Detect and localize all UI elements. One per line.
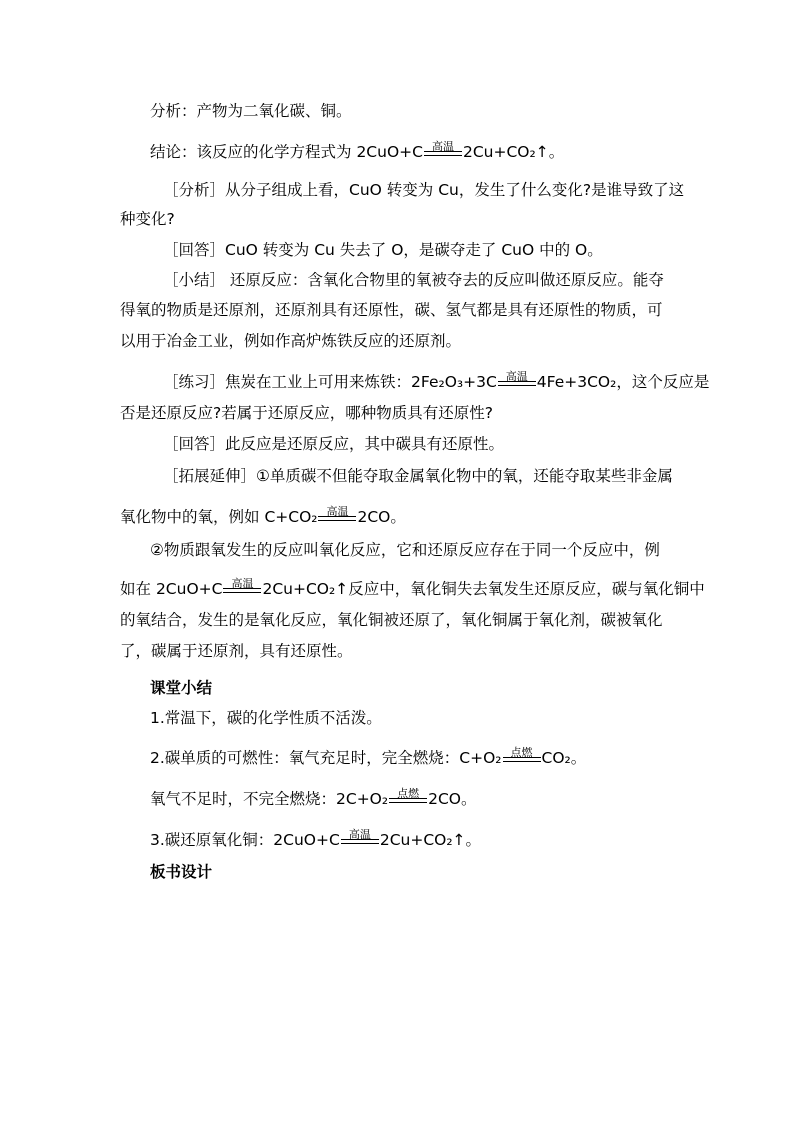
section-heading-board-design bbox=[150, 862, 212, 882]
paragraph-question bbox=[163, 180, 684, 200]
heading-text: 课堂小结 bbox=[150, 679, 213, 697]
paragraph-extension bbox=[163, 466, 673, 486]
text: ［分析］从分子组成上看，CuO 转变为 Cu，发生了什么变化?是谁导致了这 bbox=[163, 181, 685, 199]
equation bbox=[459, 748, 586, 768]
paragraph-exercise-cont bbox=[120, 403, 493, 423]
text: 以用于冶金工业，例如作高炉炼铁反应的还原剂。 bbox=[120, 332, 462, 350]
paragraph-analysis bbox=[150, 101, 352, 121]
text: 氧气不足时，不完全燃烧： bbox=[150, 790, 337, 808]
summary-item-2 bbox=[150, 748, 586, 768]
eq-right: 2Cu+CO₂↑ bbox=[262, 580, 349, 598]
reaction-condition bbox=[424, 140, 462, 156]
eq-left: C+O₂ bbox=[459, 749, 502, 767]
text: 1.常温下，碳的化学性质不活泼。 bbox=[150, 709, 382, 727]
text: 种变化? bbox=[120, 210, 175, 228]
equation bbox=[336, 789, 476, 809]
eq-left: C+CO₂ bbox=[264, 508, 318, 526]
text: ，这个反应是 bbox=[616, 373, 710, 391]
text: 否是还原反应?若属于还原反应，哪种物质具有还原性? bbox=[120, 404, 493, 422]
eq-left: 2CuO+C bbox=[273, 831, 340, 849]
eq-left: 2CuO+C bbox=[155, 580, 223, 598]
text: ［练习］焦炭在工业上可用来炼铁： bbox=[163, 373, 412, 391]
paragraph-summary bbox=[163, 270, 664, 290]
reaction-condition bbox=[498, 370, 536, 386]
paragraph-summary-cont2 bbox=[120, 331, 461, 351]
equation bbox=[356, 142, 564, 162]
paragraph-exercise bbox=[163, 372, 709, 392]
summary-item-2-cont bbox=[150, 789, 477, 809]
paragraph-conclusion bbox=[150, 142, 564, 162]
eq-right: 2Cu+CO₂↑。 bbox=[379, 831, 482, 849]
paragraph-oxidation-cont2 bbox=[120, 610, 663, 630]
text: ［回答］CuO 转变为 Cu 失去了 O，是碳夺走了 CuO 中的 O。 bbox=[163, 241, 603, 259]
eq-right: CO₂。 bbox=[541, 749, 587, 767]
condition-text: 点燃 bbox=[510, 746, 533, 759]
condition-text: 高温 bbox=[348, 828, 371, 841]
section-heading-class-summary bbox=[150, 678, 212, 698]
eq-left: 2CuO+C bbox=[356, 143, 423, 161]
paragraph-extension-cont bbox=[120, 507, 406, 527]
condition-text: 高温 bbox=[431, 140, 454, 153]
text: 结论：该反应的化学方程式为 bbox=[150, 143, 357, 161]
text: 2.碳单质的可燃性：氧气充足时，完全燃烧： bbox=[150, 749, 460, 767]
reaction-condition bbox=[223, 577, 261, 593]
text: 氧化物中的氧，例如 bbox=[120, 508, 265, 526]
equation bbox=[156, 579, 348, 599]
reaction-condition bbox=[389, 787, 427, 803]
equation bbox=[273, 830, 481, 850]
condition-text: 点燃 bbox=[397, 787, 420, 800]
text: 反应中，氧化铜失去氧发生还原反应，碳与氧化铜中 bbox=[348, 580, 705, 598]
paragraph-answer bbox=[163, 240, 603, 260]
summary-item-3 bbox=[150, 830, 481, 850]
paragraph-oxidation bbox=[150, 540, 660, 560]
eq-left: 2C+O₂ bbox=[336, 790, 389, 808]
condition-text: 高温 bbox=[326, 505, 349, 518]
condition-text: 高温 bbox=[231, 577, 254, 590]
paragraph-oxidation-cont1 bbox=[120, 579, 705, 599]
equation bbox=[411, 372, 616, 392]
text: 如在 bbox=[120, 580, 156, 598]
reaction-condition bbox=[318, 505, 356, 521]
equation bbox=[264, 507, 405, 527]
paragraph-summary-cont1 bbox=[120, 300, 663, 320]
text: ［拓展延伸］①单质碳不但能夺取金属氧化物中的氧，还能夺取某些非金属 bbox=[163, 467, 673, 485]
text: 分析：产物为二氧化碳、铜。 bbox=[150, 102, 352, 120]
text: 3.碳还原氧化铜： bbox=[150, 831, 274, 849]
paragraph-question-cont bbox=[120, 209, 175, 229]
heading-text: 板书设计 bbox=[150, 863, 213, 881]
reaction-condition bbox=[341, 828, 379, 844]
text: 的氧结合，发生的是氧化反应，氧化铜被还原了，氧化铜属于氧化剂，碳被氧化 bbox=[120, 611, 663, 629]
text: 得氧的物质是还原剂，还原剂具有还原性，碳、氢气都是具有还原性的物质，可 bbox=[120, 301, 663, 319]
eq-right: 2CO。 bbox=[428, 790, 477, 808]
eq-right: 2Cu+CO₂↑。 bbox=[462, 143, 565, 161]
text: ［回答］此反应是还原反应，其中碳具有还原性。 bbox=[163, 435, 505, 453]
paragraph-exercise-answer bbox=[163, 434, 504, 454]
reaction-condition bbox=[503, 746, 541, 762]
text: ［小结］ 还原反应：含氧化合物里的氧被夺去的反应叫做还原反应。能夺 bbox=[163, 271, 664, 289]
eq-right: 2CO。 bbox=[357, 508, 406, 526]
text: ②物质跟氧发生的反应叫氧化反应，它和还原反应存在于同一个反应中，例 bbox=[150, 541, 660, 559]
text: 了，碳属于还原剂，具有还原性。 bbox=[120, 642, 353, 660]
paragraph-oxidation-cont3 bbox=[120, 641, 353, 661]
eq-left: 2Fe₂O₃+3C bbox=[411, 373, 497, 391]
condition-text: 高温 bbox=[505, 370, 528, 383]
summary-item-1 bbox=[150, 708, 382, 728]
eq-right: 4Fe+3CO₂ bbox=[536, 373, 617, 391]
